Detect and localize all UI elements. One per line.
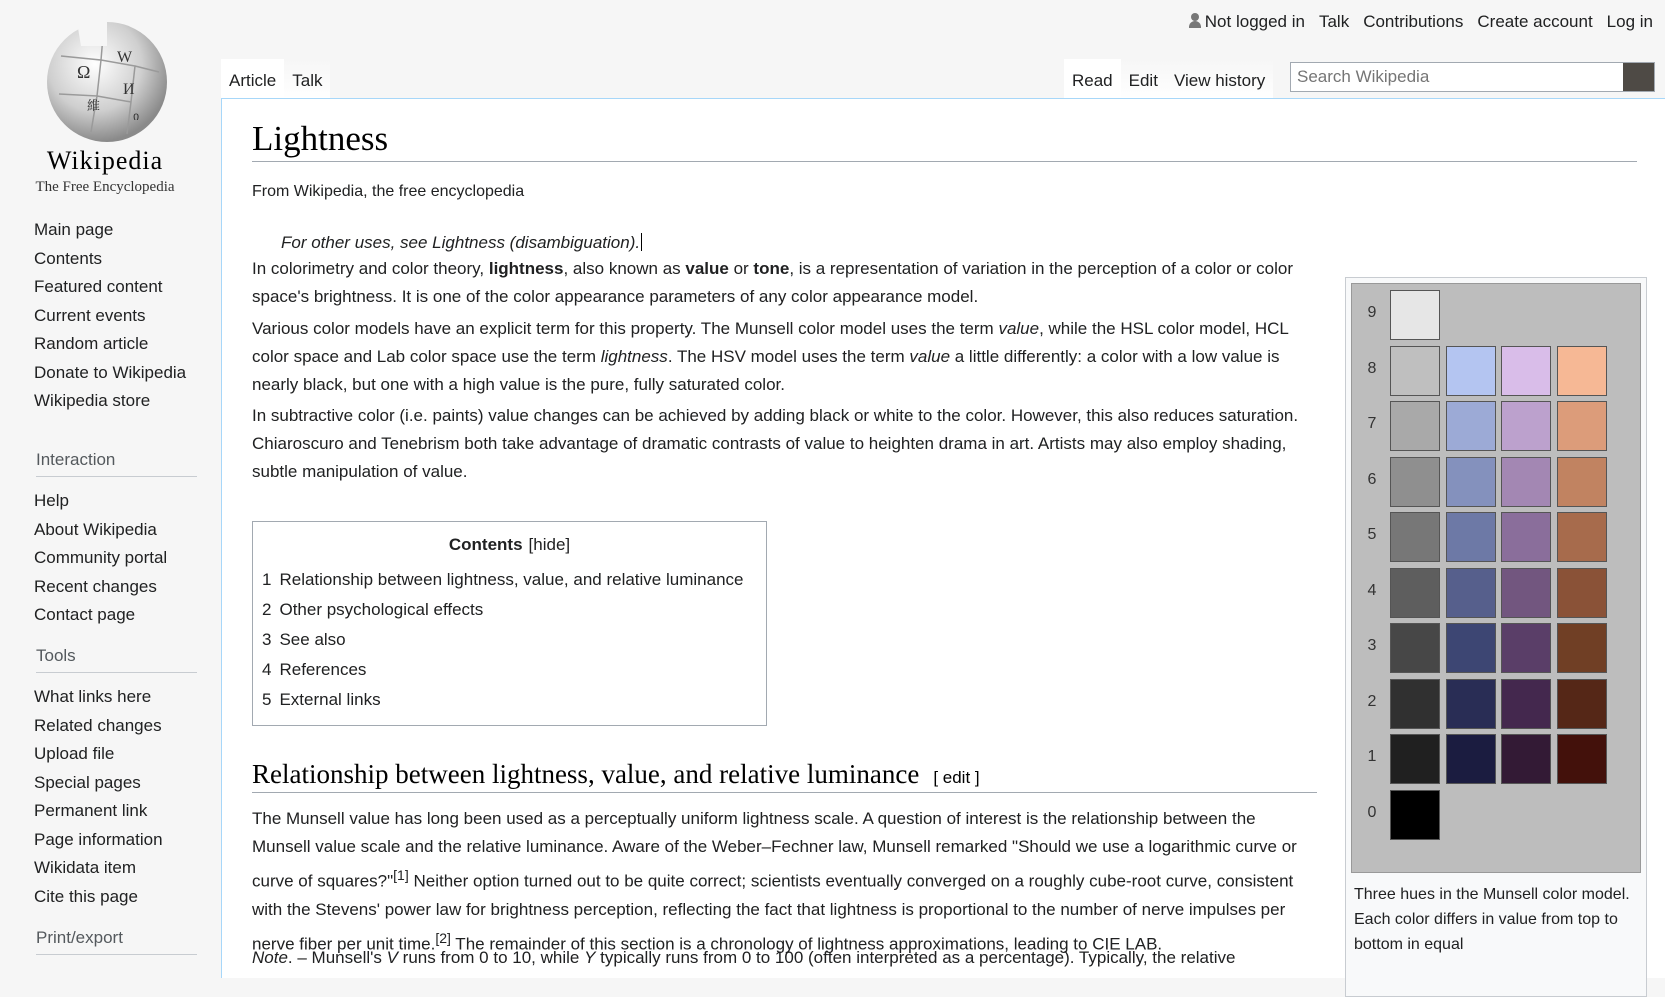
contributions-link[interactable]: Contributions [1363, 12, 1464, 31]
nav-random-article[interactable]: Random article [34, 334, 149, 353]
intro-paragraph-2: Various color models have an explicit term for this property. The Munsell color model uses the term value, while the HSL color model, HCL color space and Lab color space use the term lightness. The HSV model uses the term value a little differently: a color with a low value is nearly black, but one with a high value is the pure, fully saturated color. [252, 319, 1289, 394]
color-swatch [1390, 346, 1440, 396]
tab-article[interactable]: Article [221, 59, 284, 99]
color-swatch [1557, 734, 1607, 784]
puzzle-globe-icon [41, 16, 173, 148]
color-swatch [1557, 623, 1607, 673]
color-swatch [1390, 512, 1440, 562]
toc-item[interactable]: 5 External links [262, 690, 381, 709]
wikipedia-tagline: The Free Encyclopedia [35, 179, 175, 195]
search-button[interactable] [1623, 63, 1654, 91]
nav-what-links-here[interactable]: What links here [34, 687, 152, 706]
color-swatch [1390, 457, 1440, 507]
site-subtitle: From Wikipedia, the free encyclopedia [252, 183, 525, 200]
color-swatch [1501, 734, 1551, 784]
color-swatch [1501, 346, 1551, 396]
color-swatch [1501, 457, 1551, 507]
value-label: 0 [1367, 803, 1377, 821]
nav-recent-changes[interactable]: Recent changes [34, 576, 157, 596]
toc-title: Contents [hide] [448, 535, 571, 554]
reference-2[interactable]: [2] [435, 929, 451, 946]
color-swatch [1390, 734, 1440, 784]
color-swatch [1501, 401, 1551, 451]
personal-tools [1189, 12, 1653, 32]
not-logged-in: Not logged in [1189, 12, 1305, 32]
color-swatch [1390, 790, 1440, 840]
color-swatch [1390, 401, 1440, 451]
tab-edit[interactable]: Edit [1121, 59, 1166, 99]
value-label: 4 [1367, 581, 1377, 599]
intro-paragraph-3: In subtractive color (i.e. paints) value changes can be achieved by adding black or white to the color. However, this also reduces saturation. Chiaroscuro and Tenebrism both take advantage of dramatic contrasts of value to heighten drama in art. Artists may also employ shading, subtle manipulation of value. [252, 406, 1299, 481]
svg-text:Ω: Ω [77, 62, 91, 82]
value-label: 6 [1367, 470, 1377, 488]
color-swatch [1390, 568, 1440, 618]
tools-heading: Tools [36, 646, 197, 673]
color-swatch [1390, 290, 1440, 340]
value-label: 3 [1367, 637, 1377, 654]
value-label: 8 [1367, 359, 1377, 377]
intro-paragraph-1: In colorimetry and color theory, lightness, also known as value or tone, is a representation of variation in the perception of a color or color space's brightness. It is one of the color appearance parameters of any color appearance model. [252, 259, 1293, 306]
section-edit-link[interactable]: [ edit ] [933, 768, 980, 787]
color-swatch [1446, 568, 1496, 618]
color-swatch [1446, 346, 1496, 396]
user-icon [1189, 13, 1201, 28]
section-heading: Relationship between lightness, value, and relative luminance [ edit ] [252, 759, 1317, 793]
nav-help[interactable]: Help [34, 491, 69, 510]
value-label: 7 [1367, 415, 1377, 432]
nav-main [34, 216, 197, 416]
nav-current-events[interactable]: Current events [34, 305, 146, 325]
table-of-contents [252, 521, 767, 726]
search-input[interactable] [1291, 63, 1603, 91]
color-swatch [1390, 679, 1440, 729]
svg-text:ი: ი [133, 109, 140, 123]
color-swatch [1557, 512, 1607, 562]
munsell-thumbnail [1345, 277, 1647, 997]
tab-read[interactable]: Read [1064, 59, 1121, 99]
nav-interaction [34, 450, 197, 630]
toc-item[interactable]: 3 See also [262, 630, 346, 649]
sidebar [0, 0, 220, 962]
svg-text:W: W [117, 49, 133, 66]
search-box [1290, 62, 1655, 92]
view-tabs [1064, 59, 1273, 99]
nav-contents[interactable]: Contents [34, 248, 103, 268]
nav-print-export [34, 928, 197, 965]
log-in-link[interactable]: Log in [1606, 12, 1653, 31]
color-swatch [1501, 679, 1551, 729]
toc-item[interactable]: 2 Other psychological effects [262, 600, 484, 619]
color-swatch [1557, 457, 1607, 507]
color-swatch [1446, 512, 1496, 562]
section-paragraph-2: Note. – Munsell's V runs from 0 to 10, while Y typically runs from 0 to 100 (often interpreted as a percentage). Typically, the relative [252, 948, 1236, 967]
nav-contact-page[interactable]: Contact page [34, 605, 136, 624]
color-swatch [1446, 734, 1496, 784]
toc-item[interactable]: 1 Relationship between lightness, value, and relative luminance [262, 570, 744, 589]
color-swatch [1501, 512, 1551, 562]
nav-featured-content[interactable]: Featured content [34, 277, 163, 296]
section-paragraph-1: The Munsell value has long been used as a perceptually uniform lightness scale. A question of interest is the relationship between the Munsell value scale and the relative luminance. Aware of the Weber–Fechner law, Munsell remarked "Should we use a logarithmic curve or curve of squares?"[1] Neither option turned out to be quite correct; scientists eventually converged on a roughly cube-root curve, consistent with the Stevens' power law for brightness perception, reflecting the fact that lightness is proportional to the number of nerve impulses per nerve fiber per unit time.[2] The remainder of this section is a chronology of lightness approximations, leading to CIE LAB. [252, 809, 1297, 954]
interaction-heading: Interaction [36, 450, 197, 477]
color-swatch [1446, 623, 1496, 673]
color-swatch [1446, 401, 1496, 451]
svg-text:И: И [123, 81, 135, 98]
talk-link[interactable]: Talk [1318, 12, 1350, 31]
hatnote[interactable]: For other uses, see Lightness (disambiguation). [281, 233, 641, 252]
print-export-heading[interactable]: Print/export [36, 928, 197, 955]
value-label: 2 [1367, 692, 1377, 710]
create-account-link[interactable]: Create account [1477, 12, 1593, 31]
tab-view-history[interactable]: View history [1166, 59, 1273, 99]
thumbnail-caption: Three hues in the Munsell color model. Each color differs in value from top to bottom in equal [1354, 886, 1630, 953]
nav-donate[interactable]: Donate to Wikipedia [34, 362, 187, 382]
toc-hide-toggle[interactable]: [hide] [528, 535, 571, 554]
value-label: 5 [1367, 526, 1377, 543]
munsell-swatch-chart[interactable] [1351, 283, 1641, 873]
nav-main-page[interactable]: Main page [34, 220, 114, 239]
color-swatch [1446, 679, 1496, 729]
color-swatch [1557, 568, 1607, 618]
wikipedia-wordmark: Wikipedia [46, 146, 164, 175]
nav-cite-this-page[interactable]: Cite this page [34, 886, 138, 906]
text-cursor [641, 233, 642, 251]
nav-special-pages[interactable]: Special pages [34, 772, 141, 792]
color-swatch [1390, 623, 1440, 673]
color-swatch [1557, 679, 1607, 729]
namespace-tabs [221, 59, 330, 99]
value-label: 9 [1367, 304, 1377, 321]
nav-permanent-link[interactable]: Permanent link [34, 801, 148, 820]
nav-tools [34, 646, 197, 911]
svg-text:維: 維 [87, 98, 101, 113]
nav-store[interactable]: Wikipedia store [34, 391, 151, 410]
nav-community-portal[interactable]: Community portal [34, 548, 168, 567]
toc-item[interactable]: 4 References [262, 660, 367, 679]
nav-about[interactable]: About Wikipedia [34, 519, 157, 539]
nav-upload-file[interactable]: Upload file [34, 744, 115, 763]
color-swatch [1501, 623, 1551, 673]
wikipedia-logo[interactable] [25, 8, 185, 198]
article-content [221, 98, 1665, 978]
color-swatch [1557, 401, 1607, 451]
nav-wikidata-item[interactable]: Wikidata item [34, 858, 137, 877]
nav-related-changes[interactable]: Related changes [34, 715, 162, 735]
nav-page-information[interactable]: Page information [34, 829, 163, 849]
color-swatch [1501, 568, 1551, 618]
value-label: 1 [1367, 748, 1377, 765]
reference-1[interactable]: [1] [393, 867, 409, 883]
color-swatch [1557, 346, 1607, 396]
page-title: Lightness [252, 119, 1637, 162]
tab-talk[interactable]: Talk [284, 59, 330, 99]
color-swatch [1446, 457, 1496, 507]
